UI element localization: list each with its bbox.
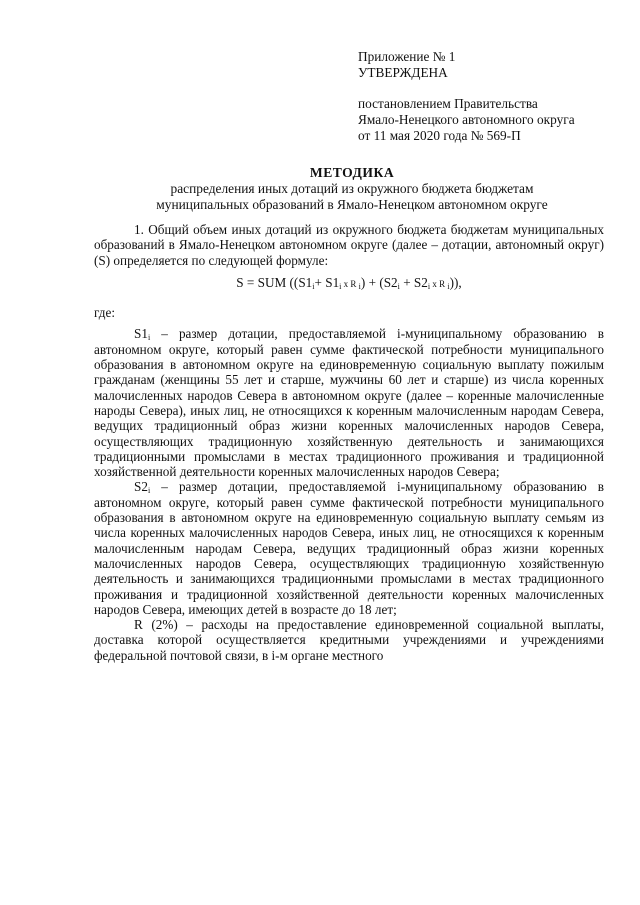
paragraph-1: 1. Общий объем иных дотаций из окружного бюджета бюджетам муниципальных образований в Ямало-Ненецком автономном округе (далее – дотации, автономный округ) (S) определяется по следующей формуле:: [94, 222, 604, 268]
definition-s1: $S1_i$ – размер дотации, предоставляемой i-муниципальному образованию в автономном округе, который равен сумме фактической потребности муниципального образования в автономном округе на единовременную социальную выплату пожилым гражданам (женщины 55 лет и старше, мужчины 60 лет и старше) из числа коренных малочисленных народов Севера в автономном округе (далее – коренные малочисленные народы Севера), иных лиц, не относящихся к коренным малочисленным народам Севера, ведущих традиционный образ жизни коренных малочисленных народов Севера, осуществляющих традиционную хозяйственную деятельность и занимающихся традиционными промыслами в местах традиционного проживания и традиционной хозяйственной деятельности коренных малочисленных народов Севера;: [94, 326, 604, 480]
approval-block: [358, 49, 618, 144]
where-label: где:: [94, 305, 115, 321]
definition-s2: $S2_i$ – размер дотации, предоставляемой i-муниципальному образованию в автономном округе, который равен сумме фактической потребности муниципального образования в автономном округе на единовременную социальную выплату семьям из числа коренных малочисленных народов Севера, иных лиц, не относящихся к коренным малочисленным народам Севера, ведущих традиционный образ жизни коренных малочисленных народов Севера, осуществляющих традиционную хозяйственную деятельность и занимающихся традиционными промыслами в местах традиционного проживания и традиционной хозяйственной деятельности коренных малочисленных народов Севера, имеющих детей в возрасте до 18 лет;: [94, 479, 604, 617]
government-line: Ямало-Ненецкого автономного округа: [358, 112, 575, 127]
appendix-number: Приложение № 1: [358, 49, 456, 64]
definition-r: R (2%) – расходы на предоставление единовременной социальной выплаты, доставка которой осуществляется кредитными учреждениями и учреждениями федеральной почтовой связи, в i-м органе местного: [94, 617, 604, 663]
title-subtitle-line-2: муниципальных образований в Ямало-Ненецком автономном округе: [156, 196, 548, 212]
document-title: [94, 164, 610, 212]
document-body: [94, 222, 604, 663]
resolution-date: от 11 мая 2020 года № 569-П: [358, 128, 521, 143]
approved-stamp: УТВЕРЖДЕНА: [358, 65, 448, 80]
title-heading: МЕТОДИКА: [309, 165, 395, 180]
resolution-line: постановлением Правительства: [358, 96, 538, 111]
title-subtitle-line-1: распределения иных дотаций из окружного бюджета бюджетам: [170, 181, 534, 196]
formula: S = SUM (($S1_i+ S1_i$ x R $_i) + (S2_i + S2_i$ x R $_i$)),: [236, 274, 462, 291]
